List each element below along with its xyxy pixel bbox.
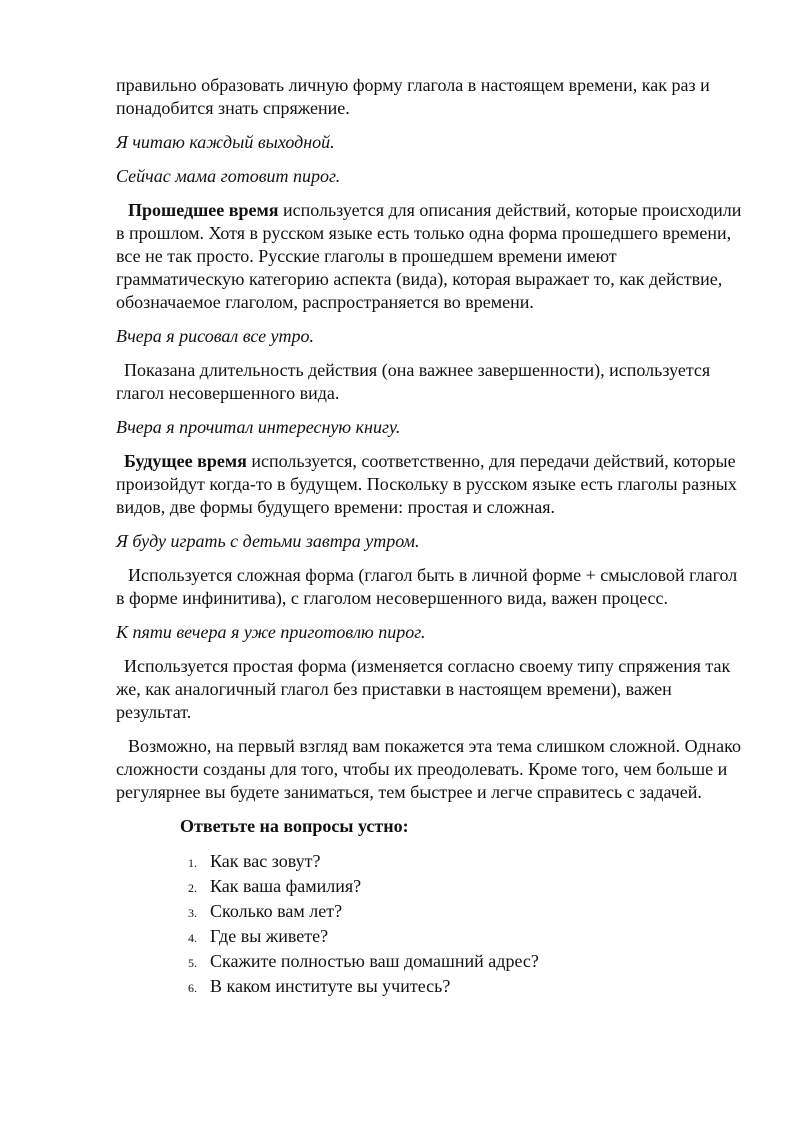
list-number: 3. bbox=[188, 906, 197, 920]
past-tense-term: Прошедшее время bbox=[128, 200, 279, 220]
list-number: 5. bbox=[188, 956, 197, 970]
list-number: 1. bbox=[188, 856, 197, 870]
example-future-1: Я буду играть с детьми завтра утром. bbox=[116, 531, 420, 551]
example-past-2: Вчера я прочитал интересную книгу. bbox=[116, 417, 401, 437]
future-tense-text: используется, соответственно, для передачи действий, которые произойдут когда-то в будущем. Поскольку в русском языке есть глаголы разных видов, две формы будущего времени: простая и сложная. bbox=[116, 451, 737, 517]
example-present-1: Я читаю каждый выходной. bbox=[116, 132, 335, 152]
question-text: В каком институте вы учитесь? bbox=[210, 976, 451, 996]
past-tense-paragraph bbox=[116, 199, 746, 314]
list-item bbox=[188, 875, 746, 900]
list-number: 4. bbox=[188, 931, 197, 945]
example-present-2: Сейчас мама готовит пирог. bbox=[116, 166, 341, 186]
intro-paragraph: правильно образовать личную форму глагола в настоящем времени, как раз и понадобится знать спряжение. bbox=[116, 75, 710, 118]
question-text: Как ваша фамилия? bbox=[210, 876, 362, 896]
list-item bbox=[188, 925, 746, 950]
past-tense-text: используется для описания действий, которые происходили в прошлом. Хотя в русском языке есть только одна форма прошедшего времени, все не так просто. Русские глаголы в прошедшем времени имеют грамматическую категорию аспекта (вида), которая выражает то, как действие, обозначаемое глаголом, распространяется во времени. bbox=[116, 200, 742, 312]
future-tense-term: Будущее время bbox=[124, 451, 247, 471]
example-future-2: К пяти вечера я уже приготовлю пирог. bbox=[116, 622, 426, 642]
future-simple-paragraph: Используется простая форма (изменяется согласно своему типу спряжения так же, как аналогичный глагол без приставки в настоящем времени), важен результат. bbox=[116, 656, 731, 722]
question-text: Как вас зовут? bbox=[210, 851, 321, 871]
list-item bbox=[188, 950, 746, 975]
document-page bbox=[116, 74, 746, 1000]
future-tense-paragraph bbox=[116, 450, 746, 519]
example-past-1: Вчера я рисовал все утро. bbox=[116, 326, 315, 346]
list-number: 6. bbox=[188, 981, 197, 995]
questions-heading: Ответьте на вопросы устно: bbox=[180, 816, 409, 836]
list-item bbox=[188, 900, 746, 925]
conclusion-paragraph: Возможно, на первый взгляд вам покажется эта тема слишком сложной. Однако сложности созданы для того, чтобы их преодолевать. Кроме того, чем больше и регулярнее вы будете заниматься, тем быстрее и легче справитесь с задачей. bbox=[116, 736, 741, 802]
question-text: Где вы живете? bbox=[210, 926, 329, 946]
list-number: 2. bbox=[188, 881, 197, 895]
future-complex-paragraph: Используется сложная форма (глагол быть в личной форме + смысловой глагол в форме инфинитива), с глаголом несовершенного вида, важен процесс. bbox=[116, 565, 738, 608]
questions-list bbox=[188, 850, 746, 1000]
question-text: Скажите полностью ваш домашний адрес? bbox=[210, 951, 539, 971]
past-imperfective-paragraph: Показана длительность действия (она важнее завершенности), используется глагол несовершенного вида. bbox=[116, 360, 711, 403]
list-item bbox=[188, 975, 746, 1000]
list-item bbox=[188, 850, 746, 875]
question-text: Сколько вам лет? bbox=[210, 901, 343, 921]
